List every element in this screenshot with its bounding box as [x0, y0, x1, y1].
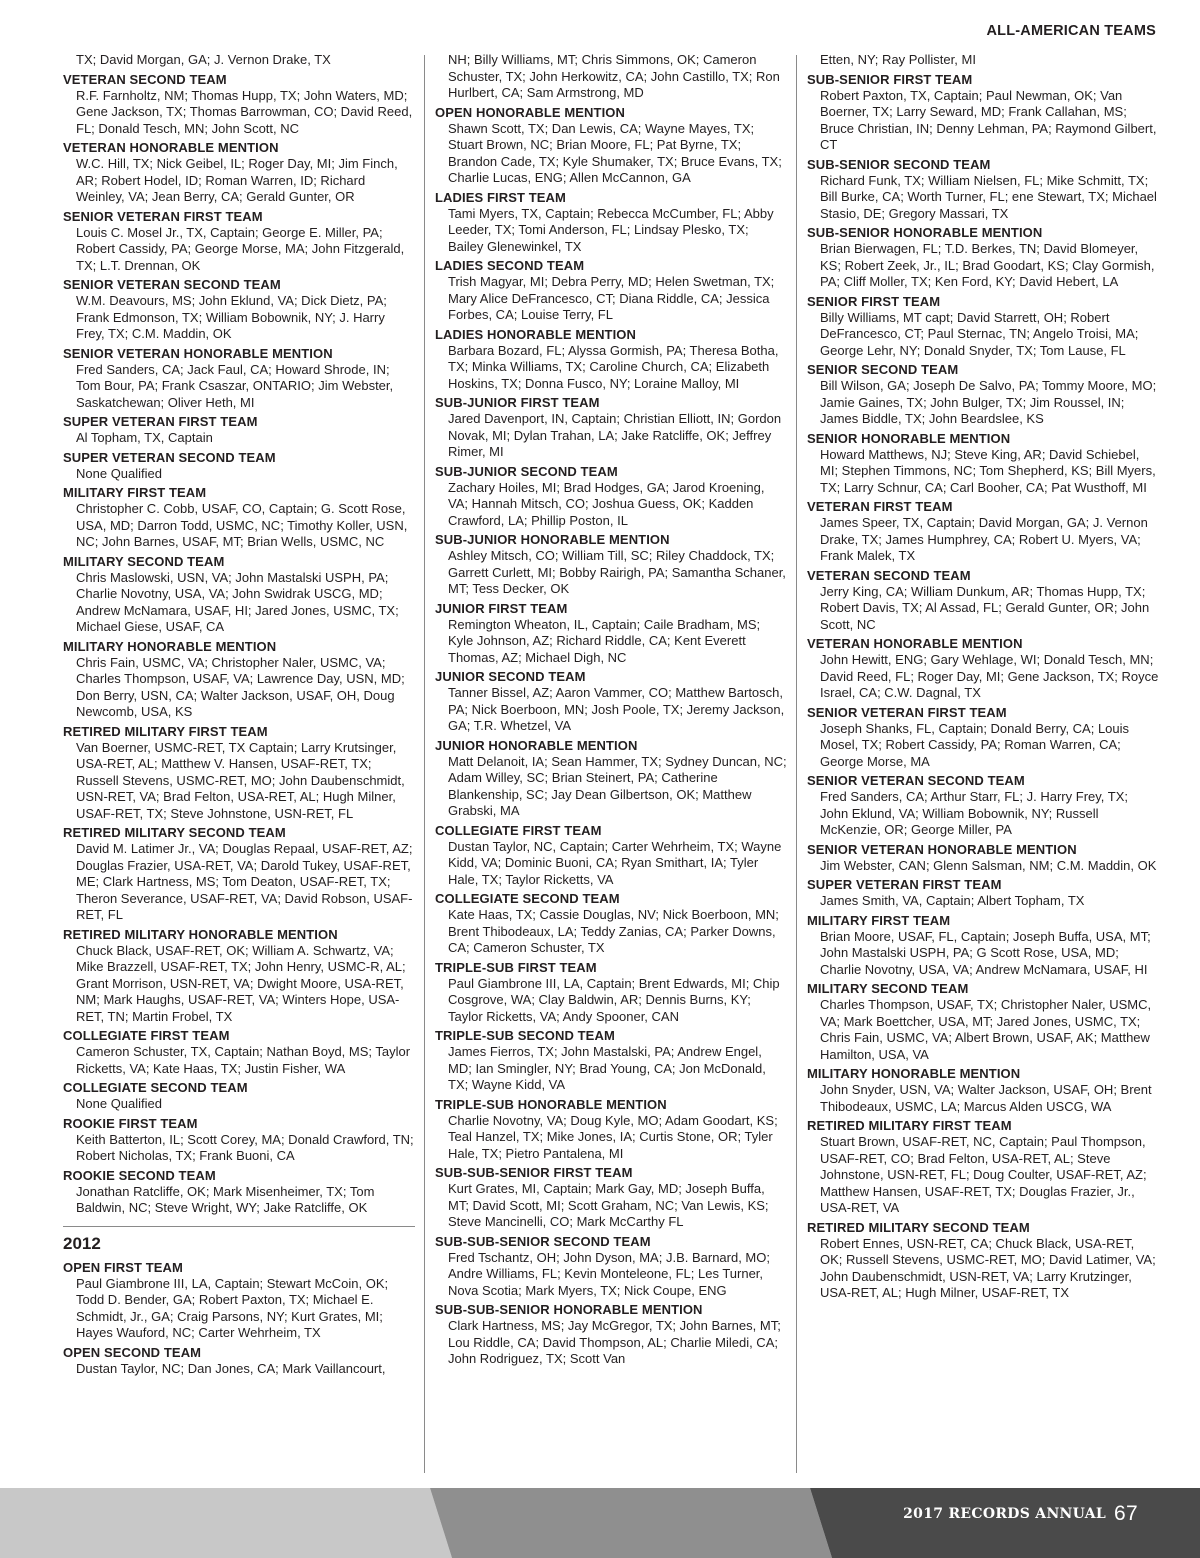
team-members: Al Topham, TX, Captain	[76, 430, 213, 445]
team-members: Chris Maslowski, USN, VA; John Mastalski USPH, PA; Charlie Novotny, USA, VA; John Swidrak USCG, MD; Andrew McNamara, USAF, HI; Jared Jones, USMC, TX; Michael Giese, USAF, CA	[76, 569, 399, 634]
team-section	[807, 636, 1159, 702]
team-heading: OPEN SECOND TEAM	[63, 1344, 202, 1360]
team-section	[807, 1118, 1159, 1217]
team-section	[807, 499, 1159, 565]
team-heading: SUPER VETERAN SECOND TEAM	[63, 449, 276, 465]
team-heading: MILITARY HONORABLE MENTION	[807, 1066, 1021, 1081]
section-list	[435, 105, 787, 1368]
team-section	[435, 1234, 787, 1300]
team-heading: MILITARY FIRST TEAM	[807, 912, 951, 928]
team-members: Dustan Taylor, NC; Dan Jones, CA; Mark Vaillancourt,	[76, 1360, 386, 1376]
team-section	[807, 568, 1159, 634]
team-heading: SUB-SUB-SENIOR SECOND TEAM	[435, 1233, 651, 1249]
team-heading: MILITARY HONORABLE MENTION	[63, 638, 277, 654]
team-section	[807, 1066, 1159, 1115]
team-members: John Hewitt, ENG; Gary Wehlage, WI; Donald Tesch, MN; David Reed, FL; Roger Day, MI; Gene Jackson, TX; Royce Israel, CA; C.W. Dagnal, TX	[820, 652, 1159, 700]
team-members: Matt Delanoit, IA; Sean Hammer, TX; Sydney Duncan, NC; Adam Willey, SC; Brian Steinert, PA; Catherine Blankenship, SC; Jay Dean Gilbertson, OK; Matthew Grabski, MA	[448, 753, 787, 818]
team-members: Jonathan Ratcliffe, OK; Mark Misenheimer, TX; Tom Baldwin, NC; Steve Wright, WY; Jake Ratcliffe, OK	[76, 1183, 375, 1215]
team-section	[63, 277, 415, 343]
footer-text	[903, 1502, 1138, 1526]
team-heading: SENIOR VETERAN FIRST TEAM	[807, 704, 1007, 720]
team-section	[435, 1028, 787, 1094]
team-heading: VETERAN SECOND TEAM	[63, 71, 227, 87]
team-members: Joseph Shanks, FL, Captain; Donald Berry, CA; Louis Mosel, TX; Robert Cassidy, PA; Roman Warren, CA; George Morse, MA	[820, 720, 1130, 769]
team-members: James Fierros, TX; John Mastalski, PA; Andrew Engel, MD; Ian Smingler, NY; Brad Young, CA; Jon McDonald, TX; Wayne Kidd, VA	[448, 1044, 766, 1092]
team-heading: VETERAN SECOND TEAM	[807, 567, 971, 583]
team-members: Barbara Bozard, FL; Alyssa Gormish, PA; Theresa Botha, TX; Minka Williams, TX; Caroline Church, CA; Elizabeth Hoskins, TX; Donna Fusco, NY; Loraine Malloy, MI	[448, 342, 779, 391]
team-section	[63, 1116, 415, 1165]
team-members: Kate Haas, TX; Cassie Douglas, NV; Nick Boerboon, MN; Brent Thibodeaux, LA; Teddy Zanias, CA; Parker Downs, CA; Cameron Schuster, TX	[448, 907, 779, 955]
team-heading: VETERAN HONORABLE MENTION	[63, 140, 279, 155]
team-members: Kurt Grates, MI, Captain; Mark Gay, MD; Joseph Buffa, MT; David Scott, MI; Scott Graham, NC; Van Lewis, KS; Steve Mancinelli, CO; Mark McCarthy FL	[448, 1181, 769, 1229]
team-heading: SUB-JUNIOR FIRST TEAM	[435, 395, 600, 410]
team-heading: MILITARY FIRST TEAM	[63, 485, 207, 500]
team-section	[807, 705, 1159, 771]
team-section	[63, 485, 415, 551]
team-section	[435, 190, 787, 256]
team-members: Bill Wilson, GA; Joseph De Salvo, PA; Tommy Moore, MO; Jamie Gaines, TX; John Bulger, TX; Jim Roussel, IN; James Biddle, TX; John Beardslee, KS	[820, 378, 1157, 426]
team-members: Paul Giambrone III, LA, Captain; Brent Edwards, MI; Chip Cosgrove, WA; Clay Baldwin, AR; Dennis Burns, KY; Taylor Ricketts, VA; Andy Spooner, CAN	[448, 975, 780, 1024]
team-section	[807, 362, 1159, 428]
team-heading: JUNIOR SECOND TEAM	[435, 669, 586, 684]
team-heading: COLLEGIATE FIRST TEAM	[63, 1028, 230, 1043]
team-section	[807, 877, 1159, 910]
team-members: Brian Moore, USAF, FL, Captain; Joseph Buffa, USA, MT; John Mastalski USPH, PA; G Scott Rose, USA, MD; Charlie Novotny, USA, VA; Andrew McNamara, USAF, HI	[820, 928, 1151, 977]
team-section	[63, 1080, 415, 1113]
team-section	[435, 327, 787, 393]
team-members: Billy Williams, MT capt; David Starrett, OH; Robert DeFrancesco, CT; Paul Sternac, TN; Angelo Troisi, MA; George Lehr, NY; Donald Snyder, TX; Tom Lause, FL	[820, 309, 1139, 358]
team-members: James Speer, TX, Captain; David Morgan, GA; J. Vernon Drake, TX; James Humphrey, CA; Robert U. Myers, VA; Frank Malek, TX	[820, 515, 1148, 563]
team-members: Fred Sanders, CA; Jack Faul, CA; Howard Shrode, IN; Tom Bour, PA; Frank Csaszar, ONTARIO; Jim Webster, Saskatchewan; Oliver Heth, MI	[76, 361, 394, 410]
team-heading: SENIOR HONORABLE MENTION	[807, 430, 1011, 446]
team-section	[63, 1260, 415, 1342]
column-divider	[796, 55, 797, 1473]
team-section	[807, 1220, 1159, 1302]
team-section	[63, 554, 415, 636]
team-heading: OPEN FIRST TEAM	[63, 1259, 183, 1275]
team-members: Jim Webster, CAN; Glenn Salsman, NM; C.M. Maddin, OK	[820, 857, 1157, 873]
team-heading: SUB-SENIOR FIRST TEAM	[807, 71, 973, 87]
team-section	[807, 225, 1159, 291]
team-heading: SENIOR VETERAN SECOND TEAM	[807, 773, 1025, 788]
team-heading: RETIRED MILITARY SECOND TEAM	[63, 825, 286, 840]
team-members: Robert Ennes, USN-RET, CA; Chuck Black, USA-RET, OK; Russell Stevens, USMC-RET, MO; David Latimer, VA; John Daubenschmidt, USN-RET, VA; Larry Krutzinger, USA-RET, AL; Hugh Milner, USAF-RET, TX	[820, 1235, 1156, 1300]
team-members: Tami Myers, TX, Captain; Rebecca McCumber, FL; Abby Leeder, TX; Tomi Anderson, FL; Lindsay Plesko, TX; Bailey Glenewinkel, TX	[448, 205, 774, 254]
team-members: Richard Funk, TX; William Nielsen, FL; Mike Schmitt, TX; Bill Burke, CA; Worth Turner, FL; ene Stewart, TX; Michael Stasio, DE; Gregory Massari, TX	[820, 172, 1157, 221]
page-number: 67	[1114, 1502, 1138, 1525]
team-heading: SENIOR VETERAN SECOND TEAM	[63, 277, 281, 292]
team-members: Jerry King, CA; William Dunkum, AR; Thomas Hupp, TX; Robert Davis, TX; Al Assad, FL; Gerald Gunter, OR; John Scott, NC	[820, 583, 1150, 632]
team-section	[63, 346, 415, 412]
team-members: Keith Batterton, IL; Scott Corey, MA; Donald Crawford, TN; Robert Nicholas, TX; Frank Buoni, CA	[76, 1131, 414, 1163]
team-members: Cameron Schuster, TX, Captain; Nathan Boyd, MS; Taylor Ricketts, VA; Kate Haas, TX; Justin Fisher, WA	[76, 1044, 411, 1076]
team-heading: SUB-SENIOR HONORABLE MENTION	[807, 225, 1043, 240]
team-heading: JUNIOR HONORABLE MENTION	[435, 737, 638, 753]
team-section	[435, 891, 787, 957]
section-list	[63, 1260, 415, 1378]
team-heading: SENIOR VETERAN HONORABLE MENTION	[807, 841, 1077, 857]
team-section	[807, 72, 1159, 154]
column-divider	[424, 55, 425, 1473]
team-section	[435, 1302, 787, 1368]
team-section	[63, 1168, 415, 1217]
team-heading: SUB-SENIOR SECOND TEAM	[807, 156, 991, 172]
continued-text: TX; David Morgan, GA; J. Vernon Drake, TX	[76, 52, 331, 67]
section-list	[807, 72, 1159, 1302]
team-members: Clark Hartness, MS; Jay McGregor, TX; John Barnes, MT; Lou Riddle, CA; David Thompson, AL; Charlie Miledi, CA; John Rodriguez, TX; Scott Van	[448, 1318, 781, 1366]
page-header-title: ALL-AMERICAN TEAMS	[986, 23, 1156, 39]
team-section	[807, 431, 1159, 497]
team-members: W.M. Deavours, MS; John Eklund, VA; Dick Dietz, PA; Frank Edmonson, TX; William Bobownik, NY; J. Harry Frey, TX; C.M. Maddin, OK	[76, 293, 387, 341]
team-members: Fred Sanders, CA; Arthur Starr, FL; J. Harry Frey, TX; John Eklund, VA; William Bobownik, NY; Russell McKenzie, OR; George Miller, PA	[820, 789, 1128, 837]
team-heading: VETERAN HONORABLE MENTION	[807, 636, 1023, 651]
team-heading: SUB-SUB-SENIOR HONORABLE MENTION	[435, 1302, 703, 1317]
team-heading: TRIPLE-SUB FIRST TEAM	[435, 959, 597, 975]
team-section	[63, 1028, 415, 1077]
team-heading: MILITARY SECOND TEAM	[63, 553, 225, 569]
team-members: W.C. Hill, TX; Nick Geibel, IL; Roger Day, MI; Jim Finch, AR; Robert Hodel, ID; Roman Warren, ID; Richard Weinley, VA; Jean Berry, CA; Gerald Gunter, OR	[76, 156, 398, 204]
team-members: R.F. Farnholtz, NM; Thomas Hupp, TX; John Waters, MD; Gene Jackson, TX; Thomas Barrowman, CO; David Reed, FL; Donald Tesch, MN; John Scott, NC	[76, 87, 413, 136]
team-members: Fred Tschantz, OH; John Dyson, MA; J.B. Barnard, MO; Andre Williams, FL; Kevin Monteleone, FL; Les Turner, Nova Scotia; Mark Myers, TX; Nick Coupe, ENG	[448, 1249, 770, 1298]
team-section	[807, 294, 1159, 360]
team-section	[63, 1345, 415, 1378]
team-section	[63, 724, 415, 823]
team-heading: SUPER VETERAN FIRST TEAM	[63, 414, 258, 429]
team-section	[435, 532, 787, 598]
team-heading: LADIES FIRST TEAM	[435, 189, 566, 205]
team-section	[435, 105, 787, 187]
team-members: James Smith, VA, Captain; Albert Topham, TX	[820, 893, 1085, 908]
team-members: Remington Wheaton, IL, Captain; Caile Bradham, MS; Kyle Johnson, AZ; Richard Riddle, CA; Kent Everett Thomas, AZ; Michael Digh, NC	[448, 616, 761, 665]
team-members: Zachary Hoiles, MI; Brad Hodges, GA; Jarod Kroening, VA; Hannah Mitsch, CO; Joshua Guess, OK; Kadden Crawford, LA; Phillip Poston, IL	[448, 479, 765, 528]
team-members: Louis C. Mosel Jr., TX, Captain; George E. Miller, PA; Robert Cassidy, PA; George Morse, MA; John Fitzgerald, TX; L.T. Drennan, OK	[76, 224, 405, 273]
team-heading: RETIRED MILITARY HONORABLE MENTION	[63, 926, 338, 942]
team-section	[63, 414, 415, 447]
team-heading: RETIRED MILITARY FIRST TEAM	[63, 723, 268, 739]
team-section	[807, 842, 1159, 875]
team-heading: ROOKIE SECOND TEAM	[63, 1167, 216, 1183]
section-list	[63, 72, 415, 1217]
footer-band-mid	[430, 1488, 832, 1558]
column-2	[435, 52, 787, 1371]
team-members: Ashley Mitsch, CO; William Till, SC; Riley Chaddock, TX; Garrett Curlett, MI; Bobby Rairigh, PA; Samantha Schaner, MT; Tess Decker, OK	[448, 548, 786, 596]
team-section	[63, 927, 415, 1026]
team-members: None Qualified	[76, 465, 162, 481]
team-members: John Snyder, USN, VA; Walter Jackson, USAF, OH; Brent Thibodeaux, USMC, LA; Marcus Alden USCG, WA	[820, 1082, 1152, 1114]
team-section	[435, 1097, 787, 1163]
team-heading: RETIRED MILITARY SECOND TEAM	[807, 1219, 1030, 1235]
team-section	[435, 395, 787, 461]
team-heading: COLLEGIATE SECOND TEAM	[435, 891, 620, 906]
team-members: Dustan Taylor, NC, Captain; Carter Wehrheim, TX; Wayne Kidd, VA; Dominic Buoni, CA; Ryan Smithart, IA; Tyler Hale, TX; Taylor Ricketts, VA	[448, 838, 782, 887]
team-heading: JUNIOR FIRST TEAM	[435, 600, 568, 616]
team-section	[435, 823, 787, 889]
team-members: Tanner Bissel, AZ; Aaron Vammer, CO; Matthew Bartosch, PA; Nick Boerboon, MN; Josh Poole, TX; Jeremy Jackson, GA; T.R. Whetzel, VA	[448, 685, 785, 733]
team-section	[435, 464, 787, 530]
column-3	[807, 52, 1159, 1305]
team-heading: SUPER VETERAN FIRST TEAM	[807, 877, 1002, 892]
team-heading: SUB-SUB-SENIOR FIRST TEAM	[435, 1165, 633, 1180]
team-heading: LADIES SECOND TEAM	[435, 258, 585, 273]
team-heading: SENIOR VETERAN HONORABLE MENTION	[63, 345, 333, 361]
team-section	[435, 960, 787, 1026]
continued-text: NH; Billy Williams, MT; Chris Simmons, OK; Cameron Schuster, TX; John Herkowitz, CA; John Castillo, TX; Ron Hurlbert, CA; Sam Armstrong, MD	[448, 52, 780, 100]
team-heading: LADIES HONORABLE MENTION	[435, 326, 637, 342]
team-section	[435, 669, 787, 735]
team-members: Stuart Brown, USAF-RET, NC, Captain; Paul Thompson, USAF-RET, CO; Brad Felton, USA-RET, AL; Steve Johnstone, USN-RET, FL; Doug Coulter, USAF-RET, AZ; Matthew Hansen, USAF-RET, TX; Douglas Frazier, Jr., USA-RET, VA	[820, 1134, 1147, 1215]
team-members: Van Boerner, USMC-RET, TX Captain; Larry Krutsinger, USA-RET, AL; Matthew V. Hansen, USAF-RET, TX; Russell Stevens, USMC-RET, MO; John Daubenschmidt, USN-RET, VA; Brad Felton, USA-RET, AL; Hugh Milner, USAF-RET, TX; Steve Johnstone, USN-RET, FL	[76, 739, 405, 821]
column-1	[63, 52, 415, 1380]
team-heading: MILITARY SECOND TEAM	[807, 981, 969, 996]
team-section	[807, 773, 1159, 839]
team-heading: TRIPLE-SUB SECOND TEAM	[435, 1028, 615, 1043]
team-members: Jared Davenport, IN, Captain; Christian Elliott, IN; Gordon Novak, MI; Dylan Trahan, LA; Jake Ratcliffe, OK; Jeffrey Rimer, MI	[448, 411, 782, 459]
year-heading: 2012	[63, 1226, 415, 1254]
continued-text: Etten, NY; Ray Pollister, MI	[820, 52, 976, 67]
team-members: Chuck Black, USAF-RET, OK; William A. Schwartz, VA; Mike Brazzell, USAF-RET, TX; John Henry, USMC-R, AL; Grant Morrison, USN-RET, VA; Dwight Moore, USA-RET, NM; Mark Haughs, USAF-RET, VA; Winters Hope, USA-RET, TN; Martin Frobel, TX	[76, 942, 406, 1024]
team-heading: COLLEGIATE SECOND TEAM	[63, 1080, 248, 1095]
team-members: Howard Matthews, NJ; Steve King, AR; David Schiebel, MI; Stephen Timmons, NC; Tom Shepherd, KS; Bill Myers, TX; Larry Schnur, CA; Carl Booher, CA; Pat Wusthoff, MI	[820, 446, 1156, 495]
team-heading: COLLEGIATE FIRST TEAM	[435, 822, 602, 838]
publication-name: 2017 RECORDS ANNUAL	[903, 1506, 1107, 1522]
team-section	[807, 981, 1159, 1063]
team-members: None Qualified	[76, 1096, 162, 1111]
team-heading: VETERAN FIRST TEAM	[807, 499, 953, 514]
team-heading: OPEN HONORABLE MENTION	[435, 104, 625, 120]
team-section	[807, 157, 1159, 223]
team-members: Trish Magyar, MI; Debra Perry, MD; Helen Swetman, TX; Mary Alice DeFrancesco, CT; Diana Riddle, CA; Jessica Forbes, CA; Louise Terry, FL	[448, 274, 775, 322]
team-members: David M. Latimer Jr., VA; Douglas Repaal, USAF-RET, AZ; Douglas Frazier, USA-RET, VA; Darold Tukey, USAF-RET, ME; Clark Hartness, MS; Tom Deaton, USAF-RET, TX; Theron Severance, USAF-RET, VA; David Robson, USAF-RET, FL	[76, 841, 413, 922]
team-section	[63, 825, 415, 924]
team-heading: TRIPLE-SUB HONORABLE MENTION	[435, 1096, 667, 1112]
team-section	[435, 601, 787, 667]
team-heading: SENIOR SECOND TEAM	[807, 362, 959, 377]
team-section	[807, 913, 1159, 979]
team-section	[63, 209, 415, 275]
team-section	[63, 72, 415, 138]
team-members: Shawn Scott, TX; Dan Lewis, CA; Wayne Mayes, TX; Stuart Brown, NC; Brian Moore, FL; Pat Byrne, TX; Brandon Cade, TX; Kyle Shumaker, TX; Bruce Evans, TX; Charlie Lucas, ENG; Allen McCannon, GA	[448, 120, 782, 185]
team-heading: ROOKIE FIRST TEAM	[63, 1115, 198, 1131]
team-section	[435, 738, 787, 820]
footer-band-light	[0, 1488, 452, 1558]
team-heading: SENIOR VETERAN FIRST TEAM	[63, 208, 263, 224]
team-members: Christopher C. Cobb, USAF, CO, Captain; G. Scott Rose, USA, MD; Darron Todd, USMC, NC; Timothy Koller, USN, NC; John Barnes, USAF, MT; Brian Wells, USMC, NC	[76, 501, 408, 549]
team-members: Robert Paxton, TX, Captain; Paul Newman, OK; Van Boerner, TX; Larry Seward, MD; Frank Callahan, MS; Bruce Christian, IN; Denny Lehman, PA; Raymond Gilbert, CT	[820, 87, 1157, 152]
team-heading: RETIRED MILITARY FIRST TEAM	[807, 1118, 1012, 1133]
team-members: Chris Fain, USMC, VA; Christopher Naler, USMC, VA; Charles Thompson, USAF, VA; Lawrence Day, USN, MD; Don Berry, USN, CA; Walter Jackson, USAF, OH, Doug Newcomb, USA, KS	[76, 654, 405, 719]
team-section	[435, 258, 787, 324]
team-members: Brian Bierwagen, FL; T.D. Berkes, TN; David Blomeyer, KS; Robert Zeek, Jr., IL; Brad Goodart, KS; Clay Gormish, PA; Cliff Moller, TX; Ken Ford, KY; David Hebert, LA	[820, 241, 1155, 289]
team-heading: SUB-JUNIOR SECOND TEAM	[435, 463, 618, 479]
team-section	[63, 639, 415, 721]
team-members: Paul Giambrone III, LA, Captain; Stewart McCoin, OK; Todd D. Bender, GA; Robert Paxton, TX; Michael E. Schmidt, Jr., GA; Craig Parsons, NY; Kurt Grates, MI; Hayes Wauford, NC; Carter Wehrheim, TX	[76, 1275, 389, 1340]
team-heading: SUB-JUNIOR HONORABLE MENTION	[435, 532, 670, 547]
team-section	[63, 140, 415, 206]
team-members: Charles Thompson, USAF, TX; Christopher Naler, USMC, VA; Mark Boettcher, USA, MT; Jared Jones, USMC, TX; Chris Fain, USMC, VA; Albert Brown, USAF, AK; Matthew Hamilton, USA, VA	[820, 997, 1152, 1062]
team-members: Charlie Novotny, VA; Doug Kyle, MO; Adam Goodart, KS; Teal Hanzel, TX; Mike Jones, IA; Curtis Stone, OR; Tyler Hale, TX; Pietro Pantalena, MI	[448, 1112, 778, 1161]
team-heading: SENIOR FIRST TEAM	[807, 293, 941, 309]
team-section	[63, 450, 415, 483]
team-section	[435, 1165, 787, 1231]
